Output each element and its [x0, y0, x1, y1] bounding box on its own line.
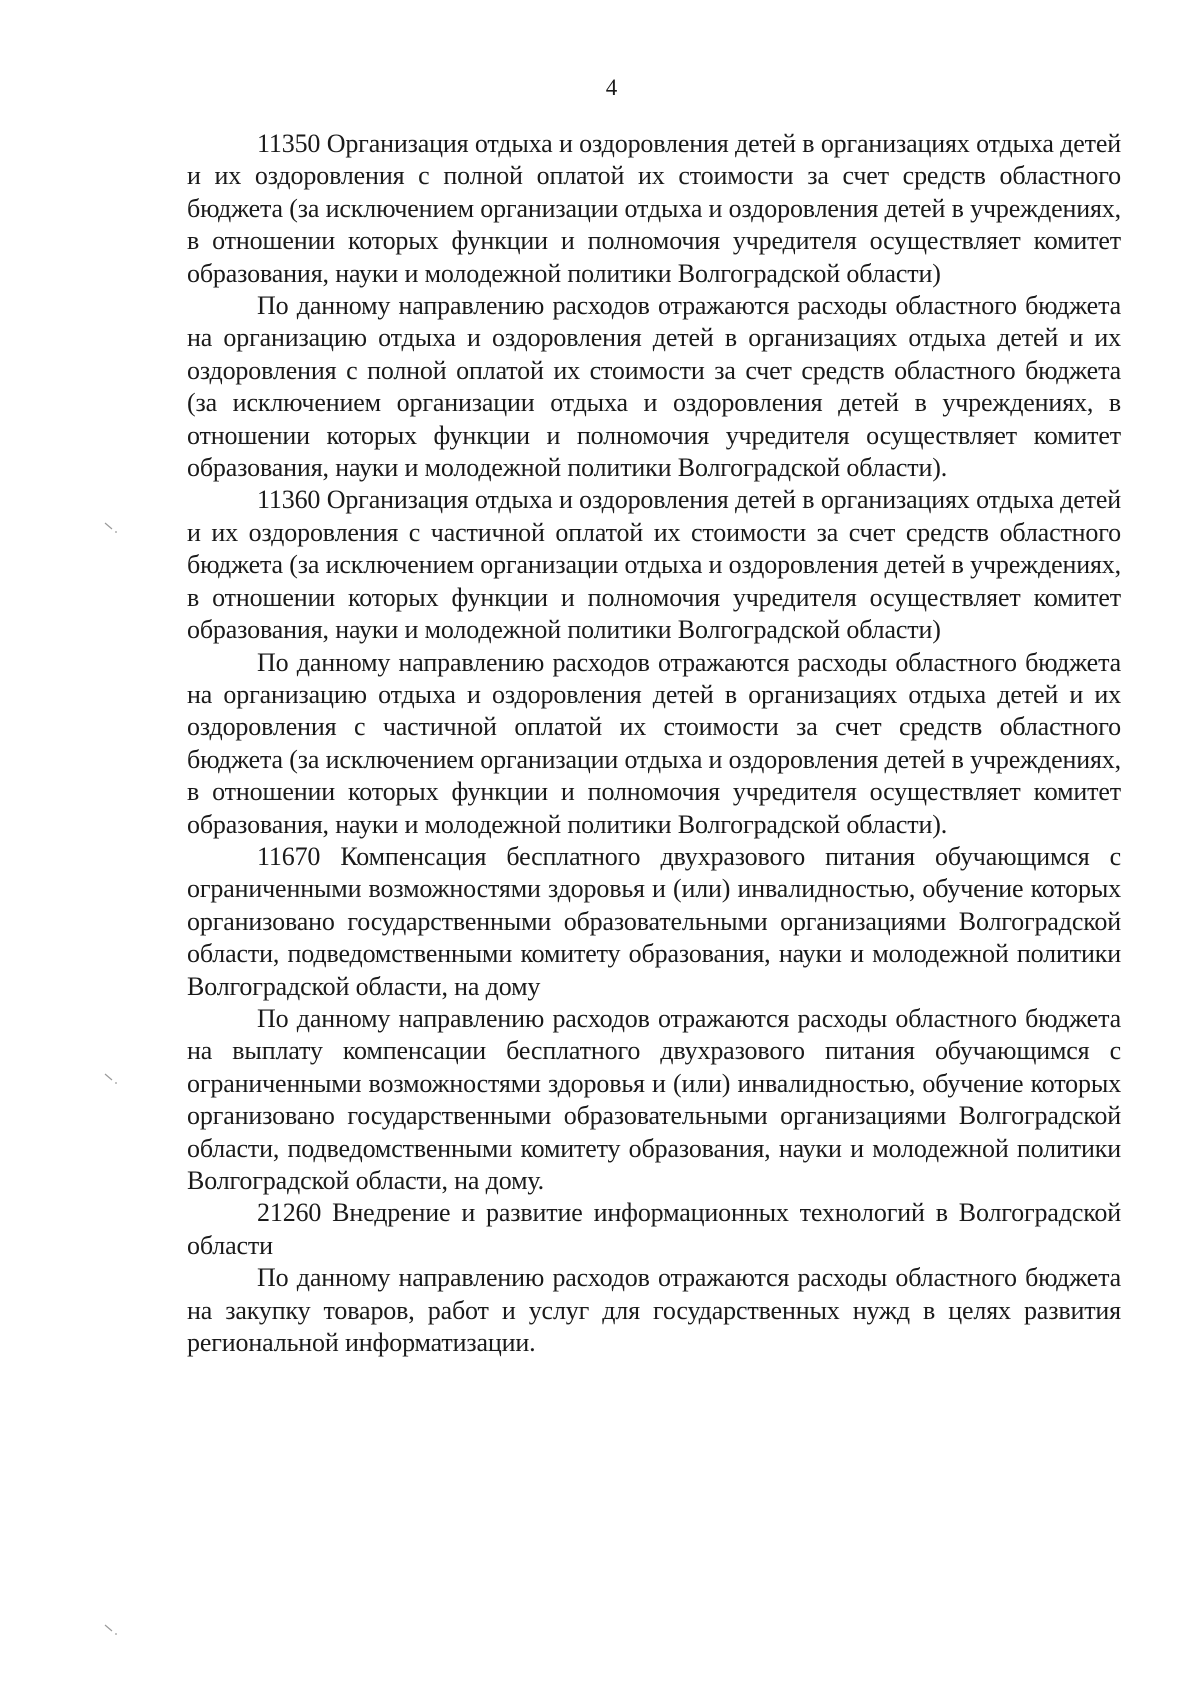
page-number: 4 — [605, 75, 618, 100]
document-body — [187, 128, 1121, 1359]
heading-11670: 11670 Компенсация бесплатного двухразового питания обучающимся с ограниченными возможностями здоровья и (или) инвалидностью, обучение которых организовано государственными образовательными организациями Волгоградской области, подведомственными комитету образования, науки и молодежной политики Волгоградской области, на дому — [187, 841, 1121, 1001]
heading-21260: 21260 Внедрение и развитие информационных технологий в Волгоградской области — [187, 1198, 1121, 1260]
scan-mark — [104, 522, 118, 534]
paragraph-11350-description: По данному направлению расходов отражаются расходы областного бюджета на организацию отдыха и оздоровления детей в организациях отдыха детей и их оздоровления с полной оплатой их стоимости за счет средств областного бюджета (за исключением организации отдыха и оздоровления детей в учреждениях, в отношении которых функции и полномочия учредителя осуществляет комитет образования, науки и молодежной политики Волгоградской области). — [187, 291, 1121, 483]
scan-mark — [104, 1073, 118, 1085]
scan-mark — [104, 1624, 118, 1636]
heading-11360: 11360 Организация отдыха и оздоровления детей в организациях отдыха детей и их оздоровления с частичной оплатой их стоимости за счет средств областного бюджета (за исключением организации отдыха и оздоровления детей в учреждениях, в отношении которых функции и полномочия учредителя осуществляет комитет образования, науки и молодежной политики Волгоградской области) — [187, 485, 1121, 645]
paragraph-21260-description: По данному направлению расходов отражаются расходы областного бюджета на закупку товаров, работ и услуг для государственных нужд в целях развития региональной информатизации. — [187, 1263, 1121, 1358]
paragraph-11670-description: По данному направлению расходов отражаются расходы областного бюджета на выплату компенсации бесплатного двухразового питания обучающимся с ограниченными возможностями здоровья и (или) инвалидностью, обучение которых организовано государственными образовательными организациями Волгоградской области, подведомственными комитету образования, науки и молодежной политики Волгоградской области, на дому. — [187, 1003, 1121, 1195]
heading-11350: 11350 Организация отдыха и оздоровления детей в организациях отдыха детей и их оздоровления с полной оплатой их стоимости за счет средств областного бюджета (за исключением организации отдыха и оздоровления детей в учреждениях, в отношении которых функции и полномочия учредителя осуществляет комитет образования, науки и молодежной политики Волгоградской области) — [187, 129, 1121, 288]
paragraph-11360-description: По данному направлению расходов отражаются расходы областного бюджета на организацию отдыха и оздоровления детей в организациях отдыха детей и их оздоровления с частичной оплатой их стоимости за счет средств областного бюджета (за исключением организации отдыха и оздоровления детей в учреждениях, в отношении которых функции и полномочия учредителя осуществляет комитет образования, науки и молодежной политики Волгоградской области). — [187, 647, 1121, 839]
